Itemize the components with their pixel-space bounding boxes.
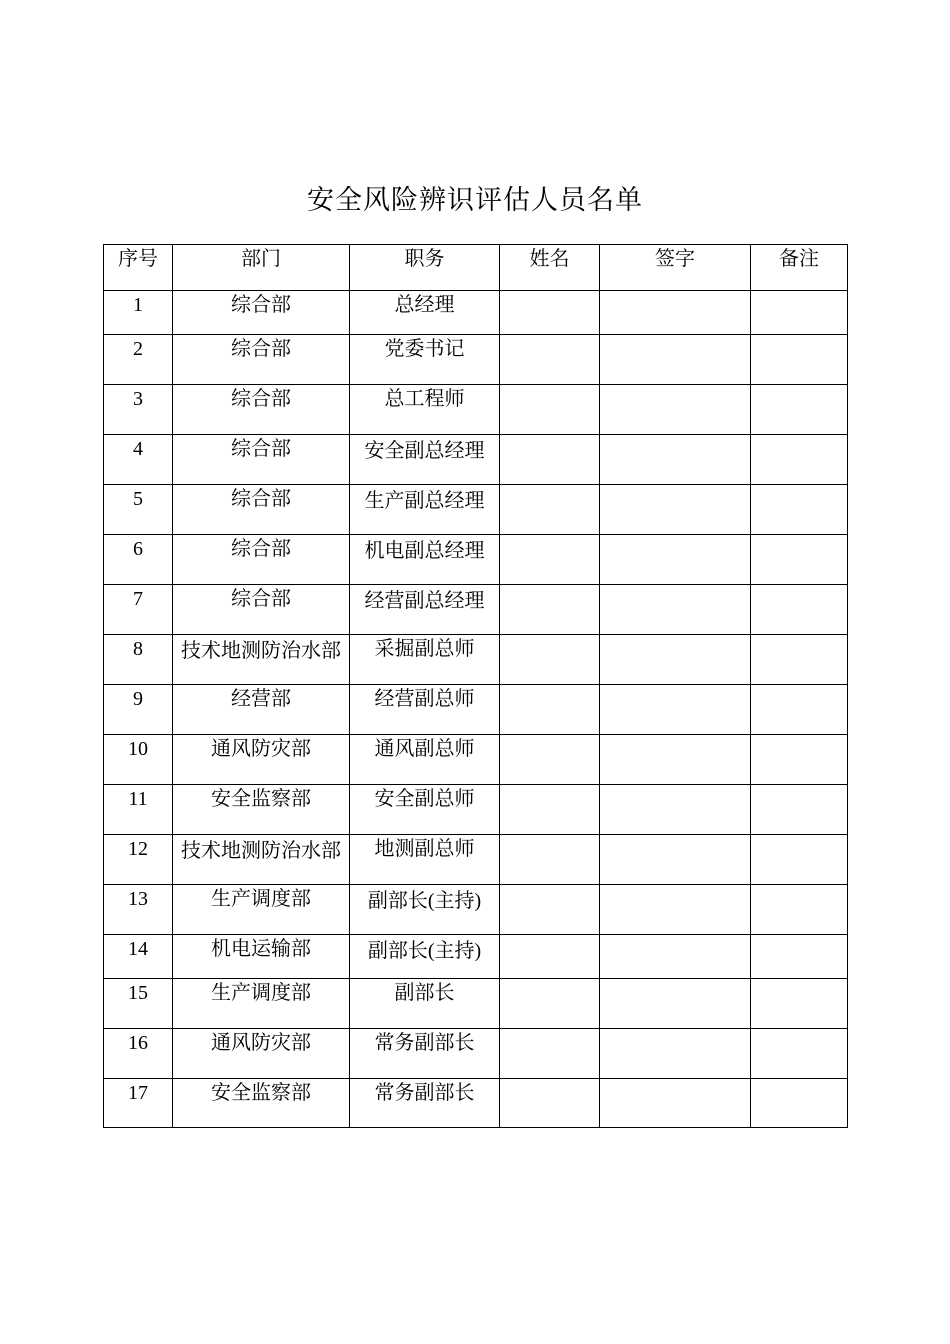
cell-remarks[interactable] xyxy=(751,979,848,1029)
table-row xyxy=(104,885,848,935)
cell-remarks[interactable] xyxy=(751,1079,848,1128)
cell-signature[interactable] xyxy=(600,291,751,335)
cell-remarks[interactable] xyxy=(751,685,848,735)
cell-name[interactable] xyxy=(500,585,600,635)
cell-position: 机电副总经理 xyxy=(350,535,500,585)
cell-department: 综合部 xyxy=(173,335,350,385)
table-row xyxy=(104,685,848,735)
cell-signature[interactable] xyxy=(600,935,751,979)
cell-department: 生产调度部 xyxy=(173,979,350,1029)
cell-department: 技术地测防治水部 xyxy=(173,835,350,885)
cell-department: 综合部 xyxy=(173,535,350,585)
cell-remarks[interactable] xyxy=(751,735,848,785)
cell-no: 16 xyxy=(104,1029,173,1079)
cell-name[interactable] xyxy=(500,385,600,435)
cell-no: 8 xyxy=(104,635,173,685)
table-row xyxy=(104,635,848,685)
cell-remarks[interactable] xyxy=(751,435,848,485)
column-header-name: 姓名 xyxy=(500,245,600,291)
cell-department: 综合部 xyxy=(173,585,350,635)
cell-no: 12 xyxy=(104,835,173,885)
cell-name[interactable] xyxy=(500,335,600,385)
cell-no: 13 xyxy=(104,885,173,935)
cell-position: 总工程师 xyxy=(350,385,500,435)
cell-name[interactable] xyxy=(500,835,600,885)
cell-position: 生产副总经理 xyxy=(350,485,500,535)
table-row xyxy=(104,735,848,785)
cell-name[interactable] xyxy=(500,535,600,585)
cell-remarks[interactable] xyxy=(751,1029,848,1079)
cell-no: 11 xyxy=(104,785,173,835)
cell-position: 通风副总师 xyxy=(350,735,500,785)
document-title: 安全风险辨识评估人员名单 xyxy=(307,185,643,216)
cell-signature[interactable] xyxy=(600,685,751,735)
table-row xyxy=(104,835,848,885)
cell-no: 7 xyxy=(104,585,173,635)
cell-name[interactable] xyxy=(500,935,600,979)
cell-remarks[interactable] xyxy=(751,535,848,585)
cell-department: 安全监察部 xyxy=(173,1079,350,1128)
cell-no: 3 xyxy=(104,385,173,435)
cell-remarks[interactable] xyxy=(751,385,848,435)
cell-position: 地测副总师 xyxy=(350,835,500,885)
cell-remarks[interactable] xyxy=(751,485,848,535)
cell-no: 9 xyxy=(104,685,173,735)
cell-position: 副部长(主持) xyxy=(350,935,500,979)
cell-name[interactable] xyxy=(500,735,600,785)
column-header-signature: 签字 xyxy=(600,245,751,291)
cell-remarks[interactable] xyxy=(751,885,848,935)
cell-no: 14 xyxy=(104,935,173,979)
cell-no: 17 xyxy=(104,1079,173,1128)
cell-department: 综合部 xyxy=(173,385,350,435)
cell-department: 生产调度部 xyxy=(173,885,350,935)
column-header-department: 部门 xyxy=(173,245,350,291)
cell-signature[interactable] xyxy=(600,635,751,685)
cell-department: 机电运输部 xyxy=(173,935,350,979)
cell-no: 15 xyxy=(104,979,173,1029)
cell-position: 经营副总师 xyxy=(350,685,500,735)
cell-no: 4 xyxy=(104,435,173,485)
cell-name[interactable] xyxy=(500,1079,600,1128)
cell-signature[interactable] xyxy=(600,735,751,785)
cell-signature[interactable] xyxy=(600,835,751,885)
table-row xyxy=(104,385,848,435)
cell-remarks[interactable] xyxy=(751,935,848,979)
cell-position: 安全副总师 xyxy=(350,785,500,835)
cell-department: 综合部 xyxy=(173,291,350,335)
cell-signature[interactable] xyxy=(600,535,751,585)
column-header-position: 职务 xyxy=(350,245,500,291)
cell-name[interactable] xyxy=(500,1029,600,1079)
cell-position: 经营副总经理 xyxy=(350,585,500,635)
cell-position: 采掘副总师 xyxy=(350,635,500,685)
cell-no: 6 xyxy=(104,535,173,585)
cell-signature[interactable] xyxy=(600,1029,751,1079)
cell-department: 技术地测防治水部 xyxy=(173,635,350,685)
cell-signature[interactable] xyxy=(600,1079,751,1128)
cell-name[interactable] xyxy=(500,435,600,485)
table-row xyxy=(104,535,848,585)
cell-department: 经营部 xyxy=(173,685,350,735)
table-row xyxy=(104,335,848,385)
table-row xyxy=(104,485,848,535)
cell-remarks[interactable] xyxy=(751,335,848,385)
table-row xyxy=(104,1079,848,1128)
table-row xyxy=(104,785,848,835)
cell-signature[interactable] xyxy=(600,785,751,835)
table-row xyxy=(104,435,848,485)
cell-position: 常务副部长 xyxy=(350,1079,500,1128)
cell-department: 安全监察部 xyxy=(173,785,350,835)
cell-position: 副部长 xyxy=(350,979,500,1029)
cell-position: 党委书记 xyxy=(350,335,500,385)
cell-department: 综合部 xyxy=(173,485,350,535)
cell-name[interactable] xyxy=(500,485,600,535)
cell-no: 2 xyxy=(104,335,173,385)
column-header-remarks: 备注 xyxy=(751,245,848,291)
table-body xyxy=(104,291,848,1128)
table-header-row xyxy=(104,245,848,291)
cell-name[interactable] xyxy=(500,291,600,335)
cell-remarks[interactable] xyxy=(751,835,848,885)
cell-position: 常务副部长 xyxy=(350,1029,500,1079)
table-row xyxy=(104,979,848,1029)
cell-signature[interactable] xyxy=(600,885,751,935)
cell-department: 通风防灾部 xyxy=(173,1029,350,1079)
cell-remarks[interactable] xyxy=(751,635,848,685)
cell-signature[interactable] xyxy=(600,435,751,485)
cell-remarks[interactable] xyxy=(751,785,848,835)
cell-signature[interactable] xyxy=(600,485,751,535)
personnel-table xyxy=(103,244,848,1128)
cell-department: 通风防灾部 xyxy=(173,735,350,785)
cell-remarks[interactable] xyxy=(751,585,848,635)
cell-no: 5 xyxy=(104,485,173,535)
table-row xyxy=(104,291,848,335)
cell-signature[interactable] xyxy=(600,979,751,1029)
cell-name[interactable] xyxy=(500,885,600,935)
table-row xyxy=(104,585,848,635)
cell-position: 副部长(主持) xyxy=(350,885,500,935)
column-header-no: 序号 xyxy=(104,245,173,291)
cell-signature[interactable] xyxy=(600,585,751,635)
cell-name[interactable] xyxy=(500,635,600,685)
cell-position: 安全副总经理 xyxy=(350,435,500,485)
cell-no: 1 xyxy=(104,291,173,335)
cell-position: 总经理 xyxy=(350,291,500,335)
table-row xyxy=(104,935,848,979)
cell-department: 综合部 xyxy=(173,435,350,485)
cell-signature[interactable] xyxy=(600,385,751,435)
cell-name[interactable] xyxy=(500,979,600,1029)
cell-signature[interactable] xyxy=(600,335,751,385)
table-row xyxy=(104,1029,848,1079)
cell-no: 10 xyxy=(104,735,173,785)
cell-remarks[interactable] xyxy=(751,291,848,335)
cell-name[interactable] xyxy=(500,785,600,835)
cell-name[interactable] xyxy=(500,685,600,735)
